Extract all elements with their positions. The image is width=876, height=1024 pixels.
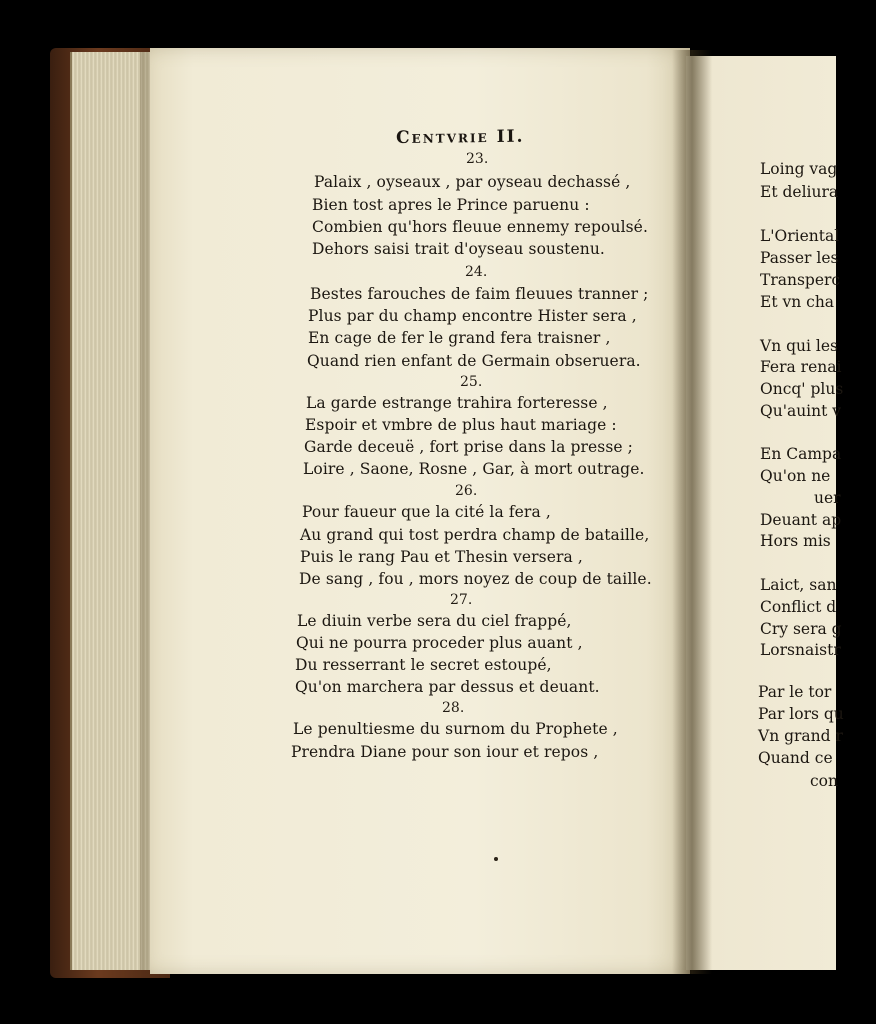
printer-mark-dot xyxy=(494,857,498,861)
facing-line: Cry sera g xyxy=(760,620,842,638)
facing-line: Par lors qu xyxy=(758,705,844,723)
verse-line: Loire , Saone, Rosne , Gar, à mort outrage. xyxy=(303,460,645,478)
verse-line: Palaix , oyseaux , par oyseau dechassé , xyxy=(314,173,631,191)
verse-line: Du resserrant le secret estoupé, xyxy=(295,656,552,674)
verse-number: 25. xyxy=(460,374,483,390)
facing-line: Oncq' plus xyxy=(760,380,844,398)
verse-number: 26. xyxy=(455,483,478,499)
verse-line: Au grand qui tost perdra champ de bataille, xyxy=(300,526,650,544)
verse-number: 23. xyxy=(466,151,489,167)
verse-line: En cage de fer le grand fera traisner , xyxy=(308,329,611,347)
verse-line: Combien qu'hors fleuue ennemy repoulsé. xyxy=(312,218,648,236)
verse-line: La garde estrange trahira forteresse , xyxy=(306,394,608,412)
verse-line: Pour faueur que la cité la fera , xyxy=(302,503,551,521)
facing-line: Loing vag xyxy=(760,160,838,178)
facing-line: Par le tor xyxy=(758,683,832,701)
facing-line: Transperc xyxy=(760,271,841,289)
facing-line: Passer les xyxy=(760,249,839,267)
facing-line: Deuant ap xyxy=(760,511,842,529)
verse-line: Plus par du champ encontre Hister sera , xyxy=(308,307,637,325)
facing-line: Qu'on ne xyxy=(760,467,831,485)
verse-number: 24. xyxy=(465,264,488,280)
verse-line: Espoir et vmbre de plus haut mariage : xyxy=(305,416,617,434)
book-gutter xyxy=(672,50,712,974)
facing-line: Fera renai xyxy=(760,358,842,376)
verse-number: 28. xyxy=(442,700,465,716)
verse-line: Quand rien enfant de Germain obseruera. xyxy=(307,352,641,370)
facing-line: L'Oriental xyxy=(760,227,840,245)
facing-line: Qu'auint v xyxy=(760,402,842,420)
verse-line: De sang , fou , mors noyez de coup de taille. xyxy=(299,570,652,588)
verse-line: Qui ne pourra proceder plus auant , xyxy=(296,634,583,652)
facing-line: Quand ce xyxy=(758,749,833,767)
facing-line: En Campa xyxy=(760,445,842,463)
verse-line: Puis le rang Pau et Thesin versera , xyxy=(300,548,583,566)
verse-line: Qu'on marchera par dessus et deuant. xyxy=(295,678,600,696)
facing-line: Vn grand r xyxy=(758,727,843,745)
verse-line: Le diuin verbe sera du ciel frappé, xyxy=(297,612,572,630)
facing-line: Vn qui les xyxy=(760,337,838,355)
verse-line: Garde deceuë , fort prise dans la presse ; xyxy=(304,438,634,456)
facing-line: Lorsnaistr xyxy=(760,641,841,659)
verse-line: Bien tost apres le Prince paruenu : xyxy=(312,196,590,214)
facing-line: con xyxy=(810,772,838,790)
facing-line: Et vn cha xyxy=(760,293,835,311)
facing-line: Conflict d xyxy=(760,598,837,616)
facing-line: Laict, san xyxy=(760,576,837,594)
page-heading: Centvrie II. xyxy=(396,126,525,148)
verse-line: Bestes farouches de faim fleuues tranner ; xyxy=(310,285,649,303)
verse-line: Le penultiesme du surnom du Prophete , xyxy=(293,720,618,738)
verse-number: 27. xyxy=(450,592,473,608)
facing-line: uer xyxy=(814,489,841,507)
facing-line: Hors mis xyxy=(760,532,831,550)
verse-line: Dehors saisi trait d'oyseau soustenu. xyxy=(312,240,605,258)
verse-line: Prendra Diane pour son iour et repos , xyxy=(291,743,599,761)
facing-line: Et deliura xyxy=(760,183,839,201)
